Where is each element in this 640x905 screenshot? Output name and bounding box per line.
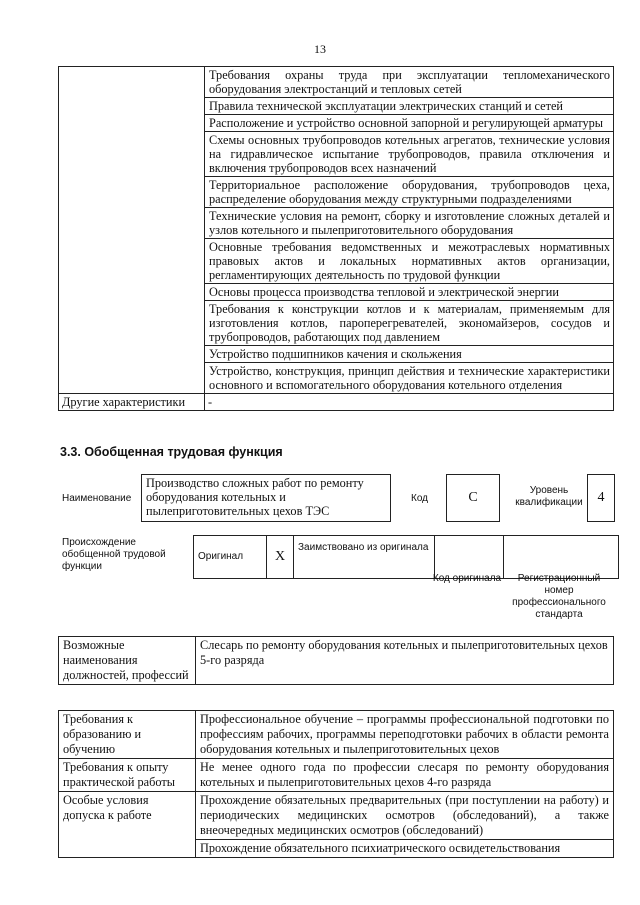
qualification-level-box: 4: [587, 474, 615, 522]
table-cell: Правила технической эксплуатации электрических станций и сетей: [205, 98, 614, 115]
table-cell: Требования к конструкции котлов и к материалам, применяемым для изготовления котлов, пароперегревателей, экономайзеров, сосудов и трубопроводов, работающих под давлением: [205, 301, 614, 346]
psychiatric-exam-value: Прохождение обязательного психиатрического освидетельствования: [196, 840, 614, 858]
borrowed-label: Заимствовано из оригинала: [294, 536, 435, 579]
function-code-box: C: [446, 474, 500, 522]
original-mark: X: [267, 536, 294, 579]
page-number: 13: [314, 42, 326, 56]
table-cell: Технические условия на ремонт, сборку и изготовление сложных деталей и узлов котельного и пылеприготовительного оборудования: [205, 208, 614, 239]
table-cell: Устройство подшипников качения и скольжения: [205, 346, 614, 363]
admission-conditions-value: Прохождение обязательных предварительных (при поступлении на работу) и периодических медицинских осмотров (обследований), а также внеочередных медицинских осмотров (обследований): [196, 792, 614, 840]
other-characteristics-label: Другие характеристики: [59, 394, 205, 411]
table-cell: Схемы основных трубопроводов котельных агрегатов, технические условия на гидравлическое испытание трубопроводов, правила отключения и включения трубопроводов всех назначений: [205, 132, 614, 177]
table-cell: Основы процесса производства тепловой и электрической энергии: [205, 284, 614, 301]
table-cell: Устройство, конструкция, принцип действия и технические характеристики основного и вспомогательного оборудования котельного отделения: [205, 363, 614, 394]
original-label: Оригинал: [194, 536, 267, 579]
table-cell: Расположение и устройство основной запорной и регулирующей арматуры: [205, 115, 614, 132]
qualification-level-label: Уровень квалификации: [515, 485, 583, 508]
education-value: Профессиональное обучение – программы профессиональной подготовки по профессиям рабочих, программы переподготовки рабочих в области ремонта оборудования котельных и пылеприготовительных цехов: [196, 711, 614, 759]
education-label: Требования к образованию и обучению: [59, 711, 196, 759]
admission-conditions-label: Особые условия допуска к работе: [59, 792, 196, 858]
table-cell: Территориальное расположение оборудования, трубопроводов цеха, распределение оборудования между структурными подразделениями: [205, 177, 614, 208]
origin-label: Происхождение обобщенной трудовой функции: [62, 537, 166, 572]
code-label: Код: [411, 493, 429, 504]
table-cell: Требования охраны труда при эксплуатации тепломеханического оборудования электростанций и тепловых сетей: [205, 67, 614, 98]
reg-number-caption: Регистрационный номер профессионального стандарта: [512, 573, 606, 620]
positions-table: [58, 636, 614, 685]
empty-label-cell: [59, 67, 205, 394]
experience-value: Не менее одного года по профессии слесаря по ремонту оборудования котельных и пылеприготовительных цехов 4-го разряда: [196, 759, 614, 792]
positions-value: Слесарь по ремонту оборудования котельных и пылеприготовительных цехов 5-го разряда: [196, 637, 614, 685]
origin-code-caption: Код оригинала: [432, 573, 502, 584]
positions-label: Возможные наименования должностей, профессий: [59, 637, 196, 685]
qualification-requirements-table: [58, 710, 614, 858]
knowledge-requirements-table: [58, 66, 614, 411]
experience-label: Требования к опыту практической работы: [59, 759, 196, 792]
table-cell: Основные требования ведомственных и межотраслевых нормативных правовых актов и локальных нормативных актов организации, регламентирующих деятельность по трудовой функции: [205, 239, 614, 284]
name-label: Наименование: [62, 493, 132, 504]
section-title: 3.3. Обобщенная трудовая функция: [60, 445, 283, 459]
function-name-box: Производство сложных работ по ремонту оборудования котельных и пылеприготовительных цехов ТЭС: [141, 474, 391, 522]
other-characteristics-value: -: [205, 394, 614, 411]
